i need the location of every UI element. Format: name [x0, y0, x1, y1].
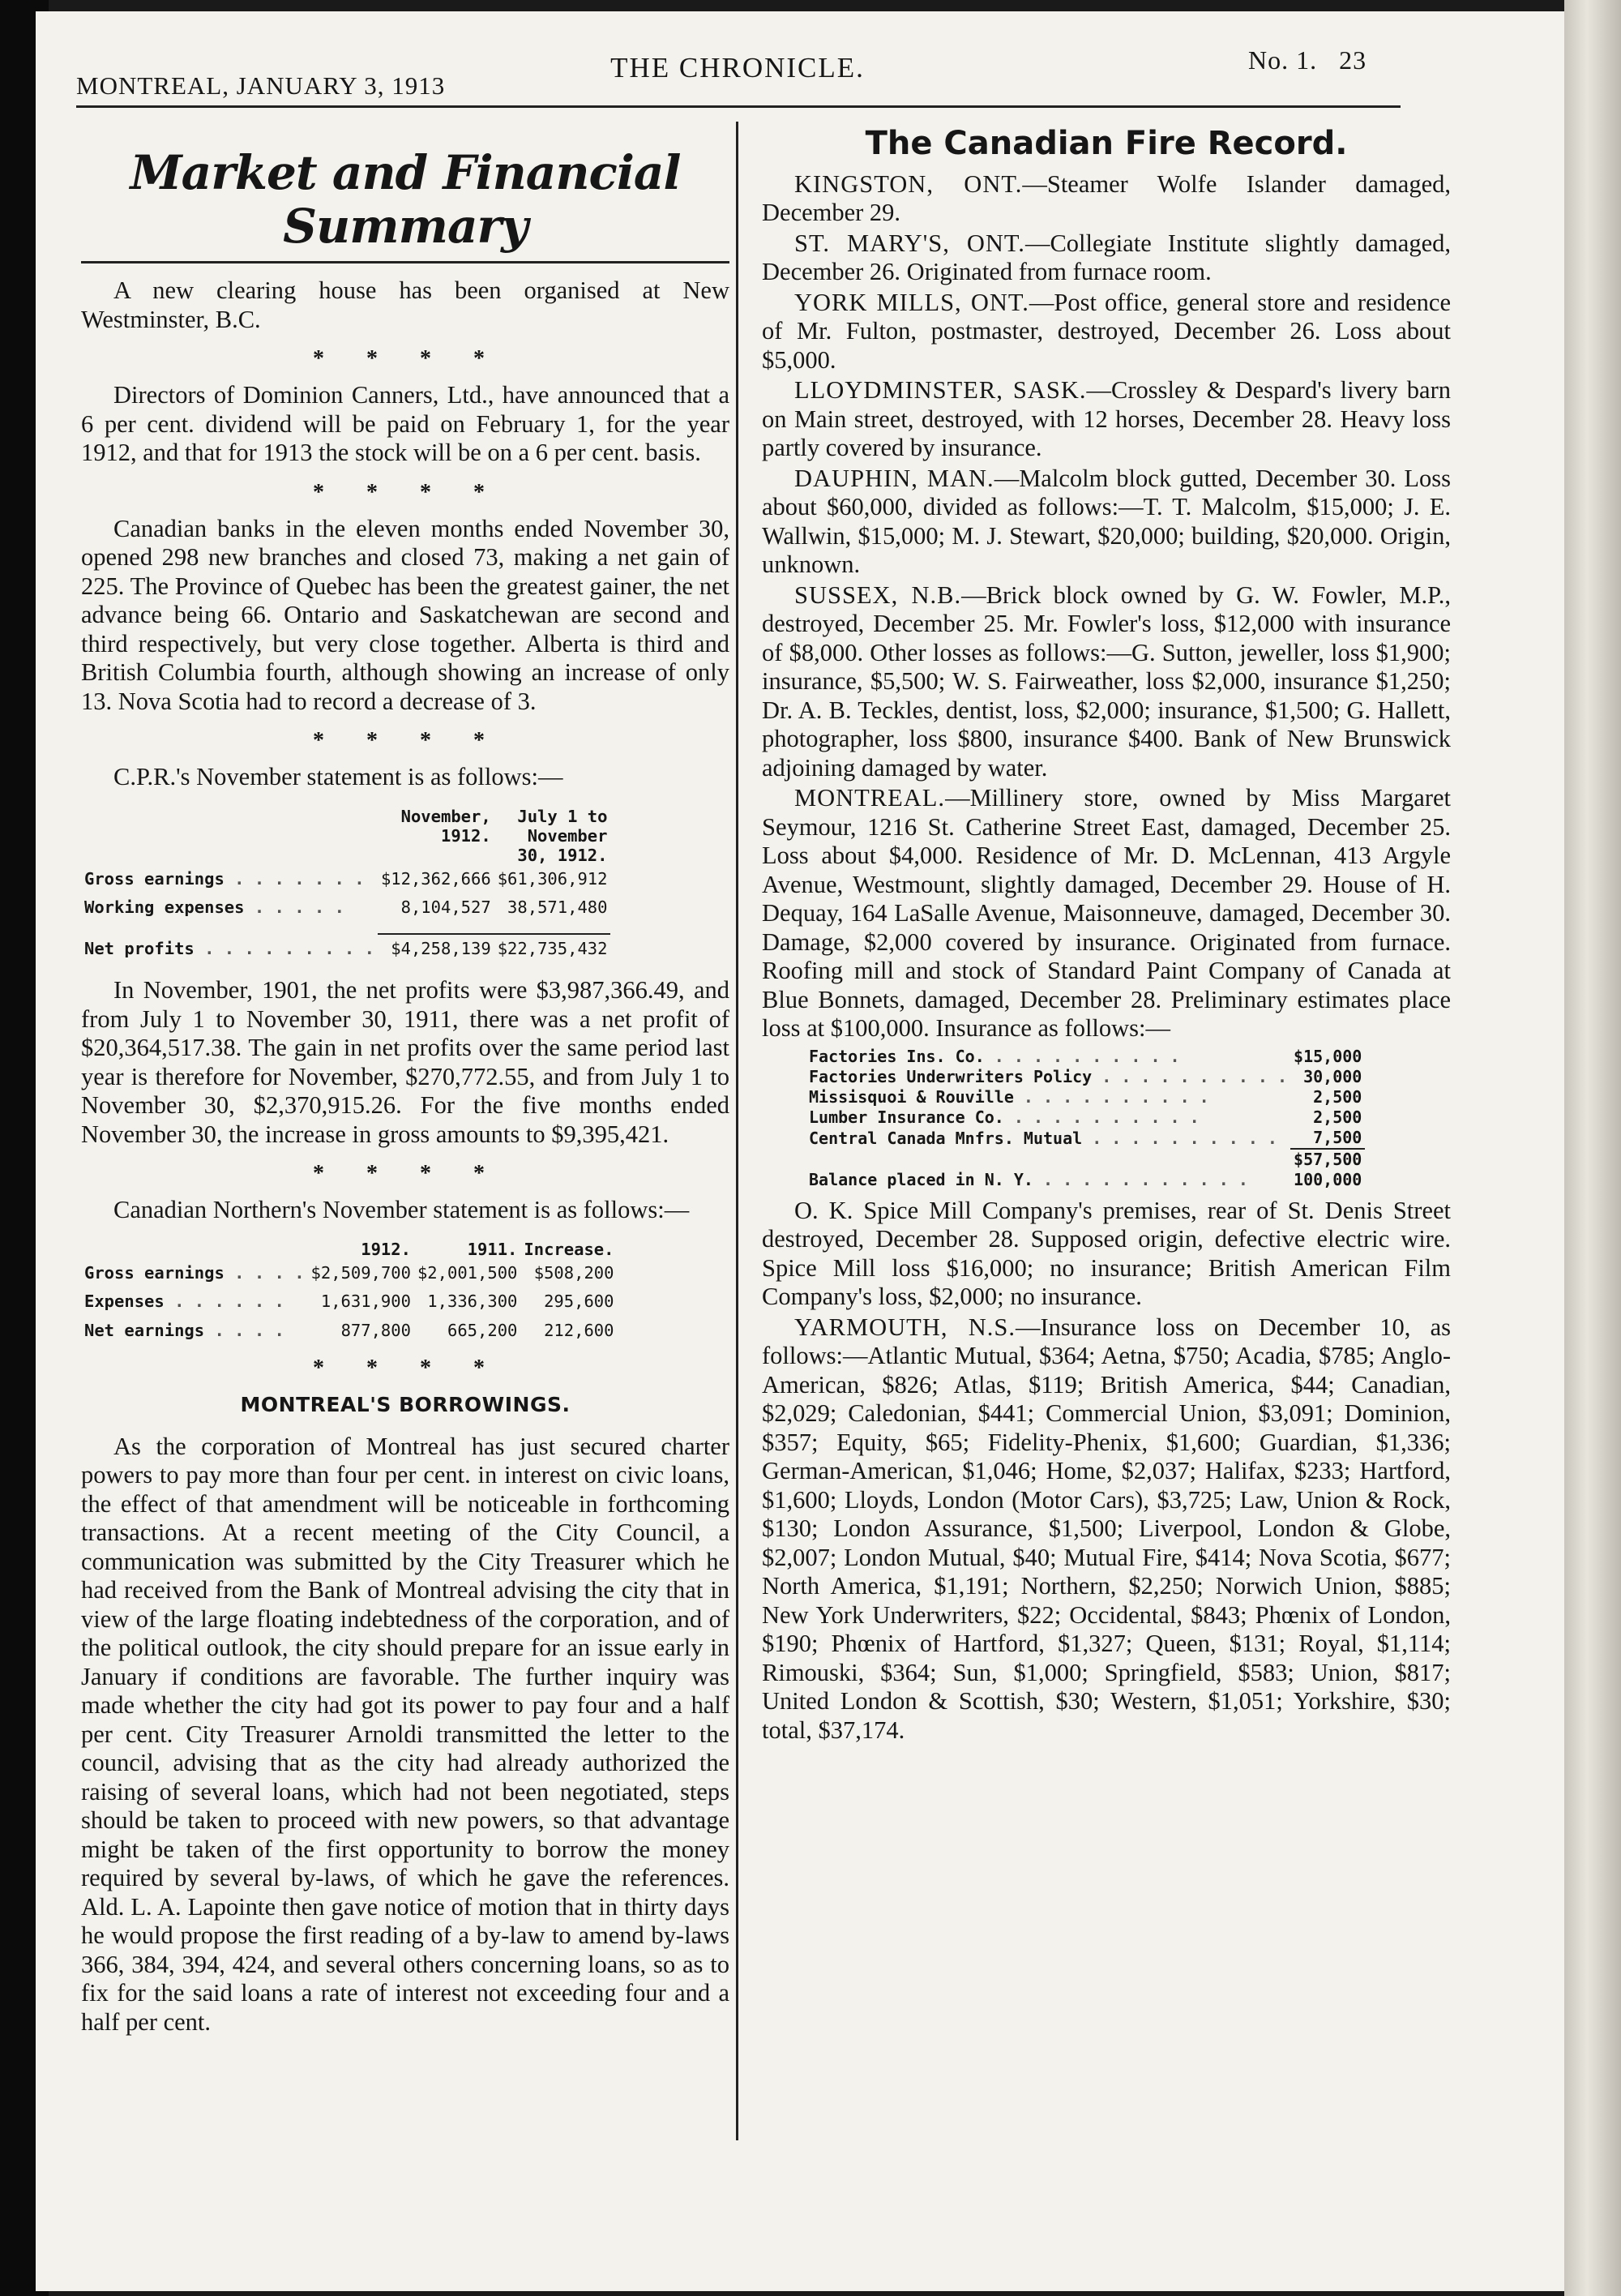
column-header: November — [527, 825, 608, 846]
header-rule — [76, 105, 1401, 108]
table-row: Balance placed in N. Y. . . . . . . . . . . . 100,000 — [806, 1170, 1365, 1190]
table-row: Net earnings . . . . 877,800 665,200 212,600 — [81, 1317, 617, 1346]
section-separator: **** — [313, 1161, 527, 1186]
row-label: Gross earnings — [84, 1262, 225, 1283]
cell-value: 30,000 — [1303, 1066, 1362, 1086]
table-row: Working expenses . . . . . 8,104,527 38,571,480 — [81, 893, 610, 923]
paragraph-text: —Insurance loss on December 10, as follows:—Atlantic Mutual, $364; Aetna, $750; Acadia, $785; Anglo-American, $826; Atlas, $119; British America, $44; Canadian, $2,029; Caledonian, $441; Commercial Union, $3,091; Dominion, $357; Equity, $65; Fidelity-Phenix, $1,600; Guardian, $1,336; German-American, $1,046; Home, $2,037; Halifax, $233; Hartford, $1,600; Lloyds, London (Motor Cars), $3,725; Law, Union & Rock, $130; London Assurance, $1,500; Liverpool, London & Globe, $2,007; London Mutual, $40; Mutual Fire, $414; Nova Scotia, $677; North America, $1,191; Northern, $2,250; Norwich Union, $885; New York Underwriters, $22; Occidental, $843; Phœnix of London, $190; Phœnix of Hartford, $1,327; Queen, $131; Royal, $1,114; Rimouski, $364; Sun, $1,000; Springfield, $583; Union, $817; United London & Scottish, $30; Western, $1,051; Yorkshire, $30; total, $37,174. — [762, 1313, 1451, 1744]
table-row: Factories Underwriters Policy . . . . . . . . . . 30,000 — [806, 1067, 1365, 1087]
paragraph: As the corporation of Montreal has just secured charter powers to pay more than four per cent. in interest on civic loans, the effect of that amendment will be noticeable in forthcoming transactions. At a recent meeting of the City Council, a communication was submitted by the City Treasurer which he had received from the Bank of Montreal advising the city that in view of the large floating indebtedness of the corporation, and of the political outlook, the city should prepare for an issue early in January if conditions are favorable. The further inquiry was made whether the city had got its power to pay four and a half per cent. City Treasurer Arnoldi transmitted the letter to the council, advising that as the city had already authorized the raising of several loans, which had not been negotiated, steps should be taken to proceed with new powers, so that advantage might be taken of the first opportunity to borrow the money required by several by-laws, of which he gave the references. Ald. L. A. Lapointe then gave notice of motion that in thirty days he would propose the first reading of a by-law to amend by-laws 366, 384, 394, 424, and several others concerning loans, so as to fix for the said loans a rate of interest not exceeding four and a half per cent. — [81, 1432, 729, 2036]
header-issue-page — [1248, 45, 1367, 75]
cell-value: $2,001,500 — [417, 1262, 518, 1283]
row-label: Central Canada Mnfrs. Mutual — [809, 1128, 1083, 1148]
section-title: Market and Financial Summary — [81, 146, 729, 263]
cell-value: $15,000 — [1294, 1046, 1362, 1066]
cell-value: 877,800 — [340, 1320, 411, 1340]
cell-value: 665,200 — [447, 1320, 518, 1340]
page-number: 23 — [1339, 45, 1367, 75]
cell-value: 8,104,527 — [400, 897, 491, 917]
cell-value: 295,600 — [544, 1292, 614, 1311]
table-row: Gross earnings . . . . $2,509,700 $2,001,500 $508,200 — [81, 1259, 617, 1288]
cell-value: $57,500 — [1290, 1149, 1365, 1170]
cell-value: 1,336,300 — [427, 1292, 518, 1311]
section-separator: **** — [313, 728, 527, 753]
header-publication: THE CHRONICLE. — [610, 52, 865, 84]
table-row: Net profits . . . . . . . . . $4,258,139 $22,735,432 — [81, 934, 610, 964]
place-name: LLOYDMINSTER, SASK. — [794, 376, 1087, 404]
table-row: Factories Ins. Co. . . . . . . . . . . $15,000 — [806, 1047, 1365, 1067]
header-date: MONTREAL, JANUARY 3, 1913 — [76, 71, 446, 100]
paragraph: Canadian banks in the eleven months ended November 30, opened 298 new branches and closed 73, making a net gain of 225. The Province of Quebec has been the greatest gainer, the net advance being 66. Ontario and Saskatchewan are second and third respectively, but very close together. Alberta is third and British Columbia fourth, although showing an increase of only 13. Nova Scotia had to record a decrease of 3. — [81, 514, 729, 715]
item-text: —Millinery store, owned by Miss Margaret Seymour, 1216 St. Catherine Street East, damaged, December 25. Loss about $4,000. Residence of Mr. D. McLennan, 413 Argyle Avenue, Westmount, slightly damaged, December 29. House of H. Dequay, 164 LaSalle Avenue, Maisonneuve, damaged, December 30. Damage, $2,000 covered by insurance. Originated from furnace. Roofing mill and stock of Standard Paint Company of Canada at Blue Bonnets, damaged, December 28. Preliminary estimates place loss at $100,000. Insurance as follows:— — [762, 784, 1451, 1042]
item-text: —Post office, general store and residence of Mr. Fulton, postmaster, destroyed, December 26. Loss about $5,000. — [762, 288, 1451, 374]
section-title: The Canadian Fire Record. — [865, 125, 1348, 162]
cell-value: $22,735,432 — [494, 934, 611, 964]
row-label: Factories Underwriters Policy — [809, 1066, 1093, 1086]
paragraph: Directors of Dominion Canners, Ltd., have announced that a 6 per cent. dividend will be paid on February 1, for the year 1912, and that for 1913 the stock will be on a 6 per cent. basis. — [81, 381, 729, 466]
row-label: Balance placed in N. Y. — [809, 1169, 1033, 1189]
place-name: MONTREAL. — [794, 784, 946, 812]
cell-value: 2,500 — [1313, 1086, 1362, 1107]
cpr-statement-table — [81, 807, 610, 964]
row-label: Net profits — [84, 938, 195, 958]
table-row: Central Canada Mnfrs. Mutual . . . . . . . . . . 7,500 — [806, 1128, 1365, 1149]
column-header: 1912. — [361, 1239, 411, 1259]
paragraph: Canadian Northern's November statement is as follows:— — [113, 1196, 690, 1223]
paragraph — [762, 1313, 1451, 1746]
column-header: November, — [400, 806, 491, 826]
row-label: Lumber Insurance Co. — [809, 1107, 1004, 1127]
place-name: SUSSEX, N.B. — [794, 580, 962, 609]
section-separator: **** — [313, 346, 527, 371]
section-separator: **** — [313, 1356, 527, 1381]
paragraph: A new clearing house has been organised at New Westminster, B.C. — [81, 276, 729, 333]
cell-value: 1,631,900 — [320, 1292, 411, 1311]
section-separator: **** — [313, 479, 527, 505]
place-name: ST. MARY'S, ONT. — [794, 229, 1025, 257]
canadian-northern-table — [81, 1240, 617, 1346]
row-label: Factories Ins. Co. — [809, 1046, 985, 1066]
paragraph: In November, 1901, the net profits were $3,987,366.49, and from July 1 to November 30, 1911, there was a net profit of $20,364,517.38. The gain in net profits over the same period last year is therefore for November, $270,772.55, and from July 1 to November 30, $2,370,915.26. For the five months ended November 30, the increase in gross amounts to $9,395,421. — [81, 976, 729, 1148]
fire-record-item — [762, 581, 1451, 783]
paragraph: O. K. Spice Mill Company's premises, rear of St. Denis Street destroyed, December 28. Supposed origin, defective electric wire. Spice Mill loss $16,000; no insurance; British American Film Company's loss, $2,000; no insurance. — [762, 1196, 1451, 1310]
table-row: Expenses . . . . . . 1,631,900 1,336,300 295,600 — [81, 1287, 617, 1317]
cell-value: $4,258,139 — [378, 934, 494, 964]
item-text: —Collegiate Institute slightly damaged, December 26. Originated from furnace room. — [762, 229, 1451, 285]
place-name: KINGSTON, ONT. — [794, 169, 1023, 198]
cell-value: 212,600 — [544, 1320, 614, 1340]
fire-record-item — [762, 289, 1451, 375]
table-row: Gross earnings . . . . . . . $12,362,666 $61,306,912 — [81, 865, 610, 894]
place-name: YARMOUTH, N.S. — [794, 1313, 1016, 1341]
fire-record-item — [762, 376, 1451, 463]
issue-number: No. 1. — [1248, 45, 1318, 75]
insurance-table — [806, 1047, 1365, 1190]
fire-record-item — [762, 229, 1451, 287]
place-name: YORK MILLS, ONT. — [794, 288, 1029, 316]
paragraph: C.P.R.'s November statement is as follows:— — [113, 763, 563, 790]
right-column — [762, 125, 1452, 1746]
row-label: Missisquoi & Rouville — [809, 1086, 1014, 1107]
place-name: DAUPHIN, MAN. — [794, 464, 994, 492]
table-row: Missisquoi & Rouville . . . . . . . . . . 2,500 — [806, 1087, 1365, 1107]
cell-value: $61,306,912 — [497, 868, 608, 889]
cell-value: 38,571,480 — [507, 897, 608, 917]
cell-value: 2,500 — [1313, 1107, 1362, 1127]
article-subheading: MONTREAL'S BORROWINGS. — [240, 1393, 571, 1416]
column-rule — [736, 122, 738, 2140]
cell-value: $508,200 — [533, 1262, 614, 1283]
column-header: 1911. — [467, 1239, 518, 1259]
row-label: Working expenses — [84, 897, 245, 917]
column-header: July 1 to — [517, 806, 608, 826]
page-edge — [1564, 0, 1621, 2296]
row-label: Gross earnings — [84, 868, 225, 889]
row-label: Expenses — [84, 1292, 165, 1311]
cell-value: 7,500 — [1313, 1127, 1362, 1147]
cell-value: 100,000 — [1294, 1169, 1362, 1189]
left-column — [81, 146, 729, 2051]
column-header: Increase. — [524, 1239, 614, 1259]
fire-record-list — [762, 170, 1451, 1043]
row-label: Net earnings — [84, 1320, 205, 1340]
table-row: Lumber Insurance Co. . . . . . . . . . . 2,500 — [806, 1107, 1365, 1128]
fire-record-item — [762, 465, 1451, 580]
column-header: 1912. — [440, 825, 491, 846]
fire-record-item — [762, 784, 1451, 1043]
cell-value: $12,362,666 — [380, 868, 491, 889]
fire-record-item — [762, 170, 1451, 228]
cell-value: $2,509,700 — [310, 1262, 411, 1283]
item-text: —Crossley & Despard's livery barn on Main street, destroyed, with 12 horses, December 28. Heavy loss partly covered by insurance. — [762, 376, 1452, 461]
item-text: —Steamer Wolfe Islander damaged, December 29. — [762, 169, 1451, 226]
item-text: —Brick block owned by G. W. Fowler, M.P., destroyed, December 25. Mr. Fowler's loss, $12,000 with insurance of $8,000. Other losses as follows:—G. Sutton, jeweller, loss $1,900; insurance, $5,500; W. S. Fairweather, loss $2,000, insurance $1,250; Dr. A. B. Teckles, dentist, loss, $2,000; insurance, $1,500; G. Hallett, photographer, loss $800, insurance $400. Bank of New Brunswick adjoining damaged by water. — [762, 580, 1451, 782]
item-text: —Malcolm block gutted, December 30. Loss about $60,000, divided as follows:—T. T. Malcolm, $15,000; J. E. Wallwin, $15,000; M. J. Stewart, $20,000; building, $20,000. Origin, unknown. — [762, 464, 1452, 578]
column-header: 30, 1912. — [517, 845, 608, 865]
